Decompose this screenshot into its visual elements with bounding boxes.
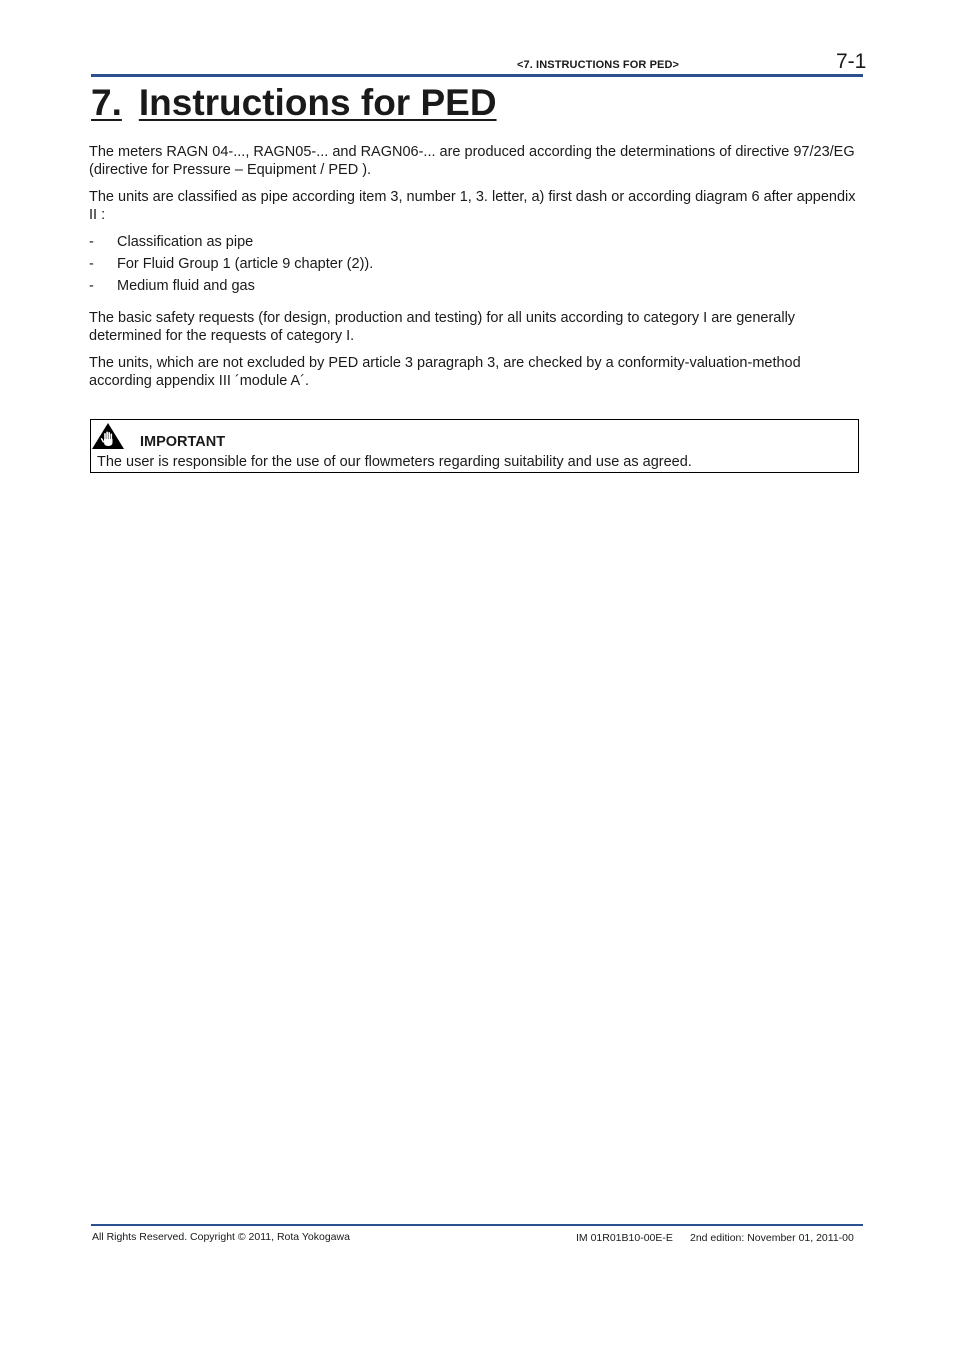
page-number: 7-1 <box>836 50 867 73</box>
header-rule <box>91 74 863 77</box>
notice-label: IMPORTANT <box>140 434 226 450</box>
footer-rule <box>91 1224 863 1226</box>
bullet-marker: - <box>89 234 94 250</box>
important-notice <box>90 419 859 473</box>
body-text <box>89 143 864 399</box>
paragraph-classification: The units are classified as pipe according item 3, number 1, 3. letter, a) first dash or according diagram 6 after appendix II : <box>89 189 856 223</box>
section-title: Instructions for PED <box>138 82 497 123</box>
list-item <box>89 255 864 273</box>
list-item <box>89 277 864 295</box>
bullet-list <box>89 233 864 295</box>
list-item-text: For Fluid Group 1 (article 9 chapter (2)). <box>117 256 374 272</box>
notice-message: The user is responsible for the use of our flowmeters regarding suitability and use as agreed. <box>97 454 692 470</box>
page-title <box>91 82 497 124</box>
list-item <box>89 233 864 251</box>
paragraph-conformity: The units, which are not excluded by PED article 3 paragraph 3, are checked by a conformity-valuation-method according appendix III ´module A´. <box>89 355 801 389</box>
footer-doc-id: IM 01R01B10-00E-E <box>576 1232 673 1244</box>
list-item-text: Classification as pipe <box>117 234 254 250</box>
warning-hand-icon <box>91 422 125 450</box>
footer-edition: 2nd edition: November 01, 2011-00 <box>690 1232 854 1244</box>
paragraph-safety: The basic safety requests (for design, production and testing) for all units according to category I are generally determined for the requests of category I. <box>89 310 796 344</box>
bullet-marker: - <box>89 278 94 294</box>
paragraph-intro: The meters RAGN 04-..., RAGN05-... and RAGN06-... are produced according the determinations of directive 97/23/EG (directive for Pressure – Equipment / PED ). <box>89 144 855 178</box>
section-number: 7. <box>91 82 122 123</box>
list-item-text: Medium fluid and gas <box>117 278 255 294</box>
running-head: <7. INSTRUCTIONS FOR PED> <box>517 59 680 71</box>
bullet-marker: - <box>89 256 94 272</box>
footer-copyright: All Rights Reserved. Copyright © 2011, Rota Yokogawa <box>92 1231 350 1243</box>
